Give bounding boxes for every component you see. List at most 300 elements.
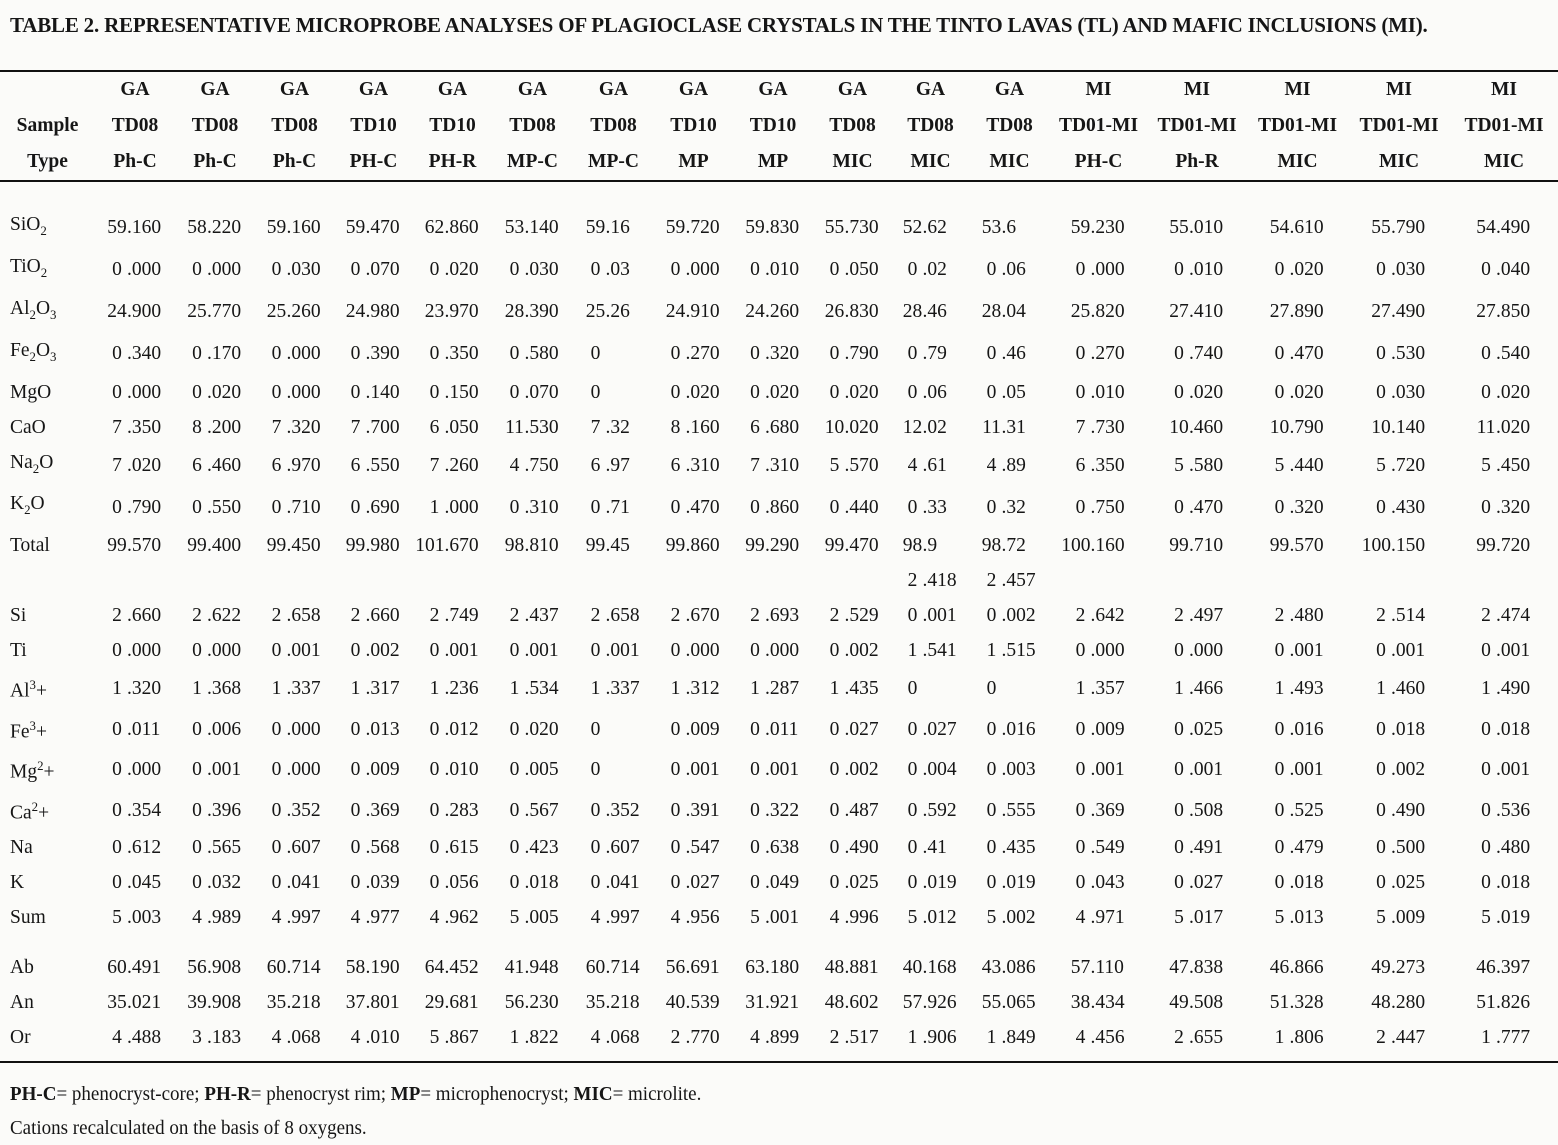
footnote-abbreviations bbox=[10, 1077, 1481, 1111]
table-cell: 0 .05 bbox=[986, 381, 1026, 403]
column-group-header: GA bbox=[120, 79, 150, 100]
table-cell: 26 .830 bbox=[824, 301, 879, 323]
footnote-abbrev-term: PH-C bbox=[10, 1083, 57, 1106]
table-cell: 0 .011 bbox=[750, 718, 799, 740]
table-cell: 64 .452 bbox=[424, 957, 479, 979]
table-cell: 0 .000 bbox=[750, 640, 800, 662]
table-cell: 0 .020 bbox=[192, 381, 242, 403]
header-row bbox=[0, 144, 1558, 181]
column-group-header: MI bbox=[1085, 79, 1112, 100]
table-cell: 0 .555 bbox=[986, 799, 1036, 821]
table-cell: 101 .670 bbox=[415, 535, 479, 557]
column-group-header: MI bbox=[1386, 79, 1412, 100]
table-cell: 4 .456 bbox=[1075, 1027, 1125, 1049]
row-label: Na bbox=[10, 837, 33, 859]
table-cell: 0 bbox=[986, 678, 997, 700]
table-cell: 27 .410 bbox=[1169, 301, 1224, 323]
table-cell: 0 .350 bbox=[429, 343, 479, 365]
table-cell: 7 .310 bbox=[750, 455, 800, 476]
table-cell: 0 .150 bbox=[429, 381, 479, 403]
table-cell: 0 .009 bbox=[670, 718, 720, 740]
table-cell: 0 .423 bbox=[509, 837, 559, 859]
table-cell: 48 .881 bbox=[824, 957, 879, 979]
table-cell: 0 .049 bbox=[750, 872, 800, 894]
table-cell bbox=[654, 563, 733, 598]
table-cell: 1 .541 bbox=[907, 640, 957, 662]
table-cell: 49 .508 bbox=[1169, 992, 1224, 1014]
row-label: $Na_2O$ bbox=[10, 451, 54, 476]
table-cell: 62 .860 bbox=[424, 217, 479, 239]
column-type-header: PH-C bbox=[1074, 151, 1123, 172]
column-sample-header: TD08 bbox=[111, 115, 159, 136]
table-cell: 0 .002 bbox=[829, 759, 879, 781]
table-row bbox=[0, 598, 1558, 633]
table-cell: 0 .010 bbox=[750, 259, 800, 281]
table-cell: 4 .977 bbox=[350, 907, 400, 929]
table-cell: 0 .530 bbox=[1376, 343, 1426, 365]
table-cell: 2 .660 bbox=[112, 605, 162, 627]
table-cell: 0 .001 bbox=[590, 640, 640, 662]
footnote-abbrev-text: = phenocryst rim; bbox=[250, 1083, 391, 1106]
table-row bbox=[0, 528, 1558, 563]
table-cell: 0 .391 bbox=[670, 799, 720, 821]
table-cell: 2 .658 bbox=[271, 605, 321, 627]
table-cell: 5 .580 bbox=[1174, 455, 1224, 476]
table-cell: 0 .352 bbox=[590, 799, 640, 821]
table-cell: 0 .005 bbox=[509, 759, 559, 781]
table-cell: 1 .490 bbox=[1481, 678, 1531, 700]
table-cell: 51 .328 bbox=[1269, 992, 1324, 1014]
table-cell: 0 .000 bbox=[1174, 640, 1224, 662]
column-type-header: Ph-R bbox=[1175, 151, 1219, 172]
table-cell: 4 .068 bbox=[590, 1027, 640, 1049]
table-cell: 100 .150 bbox=[1361, 535, 1426, 557]
table-cell: 0 .607 bbox=[271, 837, 321, 859]
table-cell: 12 .02 bbox=[902, 416, 947, 438]
table-cell: 0 .056 bbox=[429, 872, 479, 894]
table-cell: 0 .06 bbox=[986, 259, 1026, 281]
table-cell bbox=[334, 563, 413, 598]
table-cell: 2 .642 bbox=[1075, 605, 1125, 627]
table-cell: 40 .539 bbox=[665, 992, 720, 1014]
table-row bbox=[0, 935, 1558, 985]
table-cell: 6 .970 bbox=[271, 455, 321, 476]
table-cell: 60 .491 bbox=[107, 957, 162, 979]
table-cell: 59 .720 bbox=[665, 217, 720, 239]
table-cell: 27 .850 bbox=[1476, 301, 1531, 323]
table-cell: 2 .497 bbox=[1174, 605, 1224, 627]
table-row bbox=[0, 249, 1558, 291]
row-label: $Al_2O_3$ bbox=[10, 297, 57, 322]
table-cell: 0 .550 bbox=[192, 496, 242, 518]
table-cell: 0 .001 bbox=[670, 759, 720, 781]
table-cell: 10 .140 bbox=[1371, 416, 1426, 438]
row-label: MgO bbox=[10, 381, 52, 403]
table-cell: 0 .490 bbox=[829, 837, 879, 859]
table-cell: 0 .470 bbox=[1174, 496, 1224, 518]
table-cell: 0 .170 bbox=[192, 343, 242, 365]
table-cell: 0 .001 bbox=[1075, 759, 1125, 781]
table-cell: 5 .019 bbox=[1481, 907, 1531, 929]
table-cell: 0 .547 bbox=[670, 837, 720, 859]
column-sample-header: TD08 bbox=[986, 115, 1033, 136]
column-type-header: MIC bbox=[1483, 151, 1525, 172]
table-cell: 10 .020 bbox=[824, 416, 879, 438]
table-cell: 4 .899 bbox=[750, 1027, 800, 1049]
table-cell: 0 .140 bbox=[350, 381, 400, 403]
table-cell: 100 .160 bbox=[1061, 535, 1125, 557]
table-cell: 0 .001 bbox=[907, 605, 957, 627]
table-cell: 99 .450 bbox=[266, 535, 321, 557]
table-cell: 37 .801 bbox=[345, 992, 400, 1014]
table-cell: 5 .867 bbox=[429, 1027, 479, 1049]
table-cell: 54 .490 bbox=[1476, 217, 1531, 239]
table-cell: 7 .350 bbox=[112, 416, 162, 438]
table-cell bbox=[95, 563, 175, 598]
table-cell: 5 .012 bbox=[907, 907, 957, 929]
row-label: $Fe_2O_3$ bbox=[10, 339, 57, 364]
table-title: TABLE 2. REPRESENTATIVE MICROPROBE ANALYSES OF PLAGIOCLASE CRYSTALS IN THE TINTO LAVAS (TL) AND MAFIC INCLUSIONS (MI). bbox=[10, 13, 1428, 37]
table-cell: 1 .806 bbox=[1274, 1027, 1324, 1049]
table-cell: 29 .681 bbox=[424, 992, 479, 1014]
table-cell: 0 .020 bbox=[1274, 381, 1324, 403]
table-cell: 5 .017 bbox=[1174, 907, 1224, 929]
table-cell: 2 .514 bbox=[1376, 605, 1426, 627]
table-cell: 57 .926 bbox=[902, 992, 957, 1014]
table-cell: 0 .322 bbox=[750, 799, 800, 821]
table-cell: 0 .020 bbox=[509, 718, 559, 740]
table-cell bbox=[1348, 563, 1450, 598]
table-cell: 0 .025 bbox=[1174, 718, 1224, 740]
table-cell: 27 .490 bbox=[1371, 301, 1426, 323]
column-sample-header: TD08 bbox=[191, 115, 239, 136]
table-cell: 0 .000 bbox=[1075, 640, 1125, 662]
table-row bbox=[0, 333, 1558, 375]
table-cell: 0 .030 bbox=[271, 259, 321, 281]
table-cell: 0 .750 bbox=[1075, 496, 1125, 518]
row-label: An bbox=[10, 992, 34, 1014]
table-cell bbox=[573, 563, 654, 598]
table-cell: 99 .570 bbox=[1269, 535, 1324, 557]
table-cell: 25 .770 bbox=[187, 301, 242, 323]
table-cell: 1 .337 bbox=[271, 678, 321, 700]
table-cell: 1 .906 bbox=[907, 1027, 957, 1049]
table-cell: 0 .018 bbox=[1481, 872, 1531, 894]
column-group-header: GA bbox=[517, 79, 548, 100]
column-sample-header: TD10 bbox=[429, 115, 476, 136]
table-cell: 0 .016 bbox=[986, 718, 1036, 740]
table-cell: 0 .580 bbox=[509, 343, 559, 365]
table-cell: 41 .948 bbox=[504, 957, 559, 979]
table-cell: 0 .030 bbox=[509, 259, 559, 281]
table-cell: 0 .010 bbox=[1174, 259, 1224, 281]
row-label: $Mg^2+$ bbox=[10, 759, 55, 783]
table-cell: 56 .908 bbox=[187, 957, 242, 979]
table-cell: 0 .790 bbox=[112, 496, 162, 518]
table-cell: 0 .000 bbox=[271, 718, 321, 740]
table-cell: 0 .270 bbox=[670, 343, 720, 365]
column-sample-header: TD10 bbox=[350, 115, 397, 136]
table-cell: 1 .368 bbox=[192, 678, 242, 700]
table-cell: 2 .437 bbox=[509, 605, 559, 627]
column-sample-header: TD10 bbox=[749, 115, 797, 136]
table-cell: 0 .010 bbox=[429, 759, 479, 781]
table-cell: 51 .826 bbox=[1476, 992, 1531, 1014]
table-cell: 0 .354 bbox=[112, 799, 162, 821]
table-cell: 0 .006 bbox=[192, 718, 242, 740]
table-cell: 0 .32 bbox=[986, 496, 1026, 518]
footnote-abbrev-text: = phenocryst-core; bbox=[56, 1083, 205, 1106]
table-cell: 60 .714 bbox=[585, 957, 640, 979]
table-row bbox=[0, 668, 1558, 709]
table-cell: 0 .027 bbox=[907, 718, 957, 740]
footnote-abbrev-term: PH-R bbox=[204, 1083, 251, 1106]
table-cell: 1 .312 bbox=[670, 678, 720, 700]
table-cell: 0 .012 bbox=[429, 718, 479, 740]
column-sample-header: TD10 bbox=[670, 115, 717, 136]
table-cell: 3 .183 bbox=[192, 1027, 242, 1049]
table-cell: 5 .005 bbox=[509, 907, 559, 929]
footnote-abbrev-term: MIC bbox=[573, 1083, 613, 1106]
table-cell: 0 .860 bbox=[750, 496, 800, 518]
table-cell: 0 .030 bbox=[1376, 381, 1426, 403]
table-cell: 0 .000 bbox=[112, 381, 162, 403]
table-cell: 1 .000 bbox=[429, 496, 479, 518]
table-header bbox=[0, 71, 1558, 181]
table-cell: 56 .691 bbox=[665, 957, 720, 979]
table-cell: 0 .369 bbox=[350, 799, 400, 821]
column-type-header: MIC bbox=[1277, 151, 1318, 172]
table-cell: 0 .435 bbox=[986, 837, 1036, 859]
table-cell: 0 .000 bbox=[192, 640, 242, 662]
row-label: $Ca^2+$ bbox=[10, 799, 50, 824]
table-cell: 8 .200 bbox=[192, 416, 242, 438]
header-row bbox=[0, 71, 1558, 108]
table-cell: 0 .020 bbox=[1174, 381, 1224, 403]
table-cell: 0 .000 bbox=[271, 343, 321, 365]
table-cell: 0 .491 bbox=[1174, 837, 1224, 859]
table-cell: 6 .680 bbox=[750, 416, 800, 438]
column-type-header: MP bbox=[678, 151, 709, 172]
column-type-header: MP-C bbox=[588, 151, 639, 172]
header-row bbox=[0, 108, 1558, 144]
table-cell: 0 .001 bbox=[1274, 640, 1324, 662]
table-cell: 10 .460 bbox=[1169, 416, 1224, 438]
table-cell: 59 .470 bbox=[345, 217, 400, 239]
column-group-header: GA bbox=[200, 79, 230, 100]
column-group-header: MI bbox=[1184, 79, 1210, 100]
header-row-label: Type bbox=[27, 151, 68, 172]
table-cell: 56 .230 bbox=[504, 992, 559, 1014]
column-sample-header: TD01-MI bbox=[1058, 115, 1139, 136]
column-group-header: GA bbox=[678, 79, 709, 100]
table-cell: 0 .33 bbox=[907, 496, 947, 518]
table-cell: 0 .500 bbox=[1376, 837, 1426, 859]
table-cell: 0 .567 bbox=[509, 799, 559, 821]
table-cell: 35 .218 bbox=[266, 992, 321, 1014]
table-cell: 0 .320 bbox=[1481, 496, 1531, 518]
table-cell: 0 .027 bbox=[829, 718, 879, 740]
table-cell: 6 .050 bbox=[429, 416, 479, 438]
table-cell: 2 .457 bbox=[986, 570, 1036, 592]
table-cell: 46 .866 bbox=[1269, 957, 1324, 979]
table-cell: 2 .447 bbox=[1376, 1027, 1426, 1049]
column-sample-header: TD08 bbox=[590, 115, 637, 136]
table-cell: 24 .900 bbox=[107, 301, 162, 323]
row-label: $K_2O$ bbox=[10, 493, 45, 518]
table-cell: 0 .002 bbox=[1376, 759, 1426, 781]
table-cell: 23 .970 bbox=[424, 301, 479, 323]
footnote-abbrev-term: MP bbox=[390, 1083, 421, 1106]
table-cell: 0 .41 bbox=[907, 837, 947, 859]
table-cell: 0 .02 bbox=[907, 259, 947, 281]
row-label: Si bbox=[10, 605, 27, 627]
table-cell: 0 .025 bbox=[829, 872, 879, 894]
table-cell: 1 .466 bbox=[1174, 678, 1224, 700]
table-cell: 99 .980 bbox=[345, 535, 400, 557]
table-cell: 0 .001 bbox=[192, 759, 242, 781]
row-label: Ab bbox=[10, 957, 34, 979]
table-cell: 25 .820 bbox=[1070, 301, 1125, 323]
header-row-label bbox=[0, 71, 95, 108]
table-cell: 4 .962 bbox=[429, 907, 479, 929]
table-cell: 4 .997 bbox=[271, 907, 321, 929]
table-cell: 0 .549 bbox=[1075, 837, 1125, 859]
column-group-header: GA bbox=[437, 79, 468, 100]
table-cell: 0 .487 bbox=[829, 799, 879, 821]
table-cell: 0 .016 bbox=[1274, 718, 1324, 740]
table-cell: 0 .790 bbox=[829, 343, 879, 365]
table-cell: 1 .357 bbox=[1075, 678, 1125, 700]
table-cell: 0 .79 bbox=[907, 343, 947, 365]
column-group-header: MI bbox=[1491, 79, 1517, 100]
table-row bbox=[0, 563, 1558, 598]
table-cell: 6 .310 bbox=[670, 455, 720, 476]
table-cell: 1 .317 bbox=[350, 678, 400, 700]
table-cell: 2 .655 bbox=[1174, 1027, 1224, 1049]
table-cell: 0 .000 bbox=[112, 759, 162, 781]
table-cell: 7 .020 bbox=[112, 455, 162, 476]
table-cell: 4 .068 bbox=[271, 1027, 321, 1049]
table-cell bbox=[492, 563, 573, 598]
table-cell: 59 .16 bbox=[585, 217, 630, 239]
table-cell: 0 .000 bbox=[271, 759, 321, 781]
table-cell: 0 .020 bbox=[429, 259, 479, 281]
table-cell: 52 .62 bbox=[902, 217, 947, 239]
table-row bbox=[0, 900, 1558, 935]
table-cell: 0 .000 bbox=[192, 259, 242, 281]
table-cell: 0 .001 bbox=[1376, 640, 1426, 662]
table-cell: 5 .013 bbox=[1274, 907, 1324, 929]
table-row bbox=[0, 410, 1558, 445]
table-cell: 7 .700 bbox=[350, 416, 400, 438]
table-cell: 99 .290 bbox=[745, 535, 800, 557]
table-row bbox=[0, 633, 1558, 668]
table-cell: 11 .530 bbox=[505, 416, 559, 438]
table-cell: 39 .908 bbox=[187, 992, 242, 1014]
table-row bbox=[0, 445, 1558, 487]
table-cell: 0 .018 bbox=[509, 872, 559, 894]
table-cell: 58 .190 bbox=[345, 957, 400, 979]
row-label: $Al^3+$ bbox=[10, 678, 47, 702]
table-cell: 0 .070 bbox=[509, 381, 559, 403]
table-cell: 0 .043 bbox=[1075, 872, 1125, 894]
table-cell: 5 .440 bbox=[1274, 455, 1324, 476]
table-cell: 24 .910 bbox=[665, 301, 720, 323]
table-cell: 7 .32 bbox=[590, 416, 630, 438]
table-cell: 0 bbox=[590, 718, 601, 740]
table-cell: 0 .490 bbox=[1376, 799, 1426, 821]
table-cell: 0 .690 bbox=[350, 496, 400, 518]
table-cell: 1 .320 bbox=[112, 678, 162, 700]
table-cell: 0 .320 bbox=[1274, 496, 1324, 518]
table-cell: 58 .220 bbox=[187, 217, 242, 239]
table-cell: 31 .921 bbox=[745, 992, 800, 1014]
table-cell: 0 .592 bbox=[907, 799, 957, 821]
table-cell: 59 .230 bbox=[1070, 217, 1125, 239]
table-cell: 0 .020 bbox=[750, 381, 800, 403]
table-cell: 0 .027 bbox=[670, 872, 720, 894]
table-cell: 0 .009 bbox=[1075, 718, 1125, 740]
table-cell: 6 .550 bbox=[350, 455, 400, 476]
table-cell: 0 .039 bbox=[350, 872, 400, 894]
header-row-label: Sample bbox=[16, 115, 79, 136]
table-cell bbox=[733, 563, 813, 598]
row-label: TiO$_2$ bbox=[10, 255, 48, 280]
column-type-header: Ph-C bbox=[193, 151, 237, 172]
column-type-header: MP bbox=[757, 151, 789, 172]
table-cell: 99 .45 bbox=[585, 535, 630, 557]
table-cell: 2 .770 bbox=[670, 1027, 720, 1049]
table-cell: 0 bbox=[590, 343, 601, 365]
table-row bbox=[0, 749, 1558, 790]
column-sample-header: TD08 bbox=[271, 115, 318, 136]
row-label: SiO$_2$ bbox=[10, 214, 47, 238]
table-cell: 5 .720 bbox=[1376, 455, 1426, 476]
table-cell: 1 .337 bbox=[590, 678, 640, 700]
table-cell: 25 .26 bbox=[585, 301, 630, 323]
table-cell: 35 .218 bbox=[585, 992, 640, 1014]
table-cell: 0 .536 bbox=[1481, 799, 1531, 821]
table-cell: 0 .070 bbox=[350, 259, 400, 281]
table-cell: 99 .470 bbox=[824, 535, 879, 557]
table-cell: 0 .612 bbox=[112, 837, 162, 859]
row-label: Ti bbox=[10, 640, 27, 662]
table-cell: 1 .460 bbox=[1376, 678, 1426, 700]
column-sample-header: TD01-MI bbox=[1157, 115, 1237, 136]
table-cell: 99 .400 bbox=[187, 535, 242, 557]
column-sample-header: TD01-MI bbox=[1257, 115, 1338, 136]
table-cell: 0 .283 bbox=[429, 799, 479, 821]
table-cell: 4 .996 bbox=[829, 907, 879, 929]
table-cell: 0 .03 bbox=[590, 259, 630, 281]
table-cell: 0 .440 bbox=[829, 496, 879, 518]
column-sample-header: TD08 bbox=[509, 115, 556, 136]
table-cell: 0 .000 bbox=[670, 640, 720, 662]
table-cell: 0 .002 bbox=[829, 640, 879, 662]
table-cell: 0 .011 bbox=[112, 718, 161, 740]
table-cell: 55 .065 bbox=[981, 992, 1036, 1014]
column-type-header: PH-R bbox=[428, 151, 477, 172]
table-cell: 0 .002 bbox=[986, 605, 1036, 627]
column-group-header: GA bbox=[915, 79, 946, 100]
table-cell: 5 .003 bbox=[112, 907, 162, 929]
table-cell: 0 bbox=[590, 381, 601, 403]
table-body bbox=[0, 181, 1558, 1062]
table-cell: 24 .260 bbox=[745, 301, 800, 323]
table-cell: 7 .730 bbox=[1075, 416, 1125, 438]
column-sample-header: TD01-MI bbox=[1464, 115, 1544, 136]
